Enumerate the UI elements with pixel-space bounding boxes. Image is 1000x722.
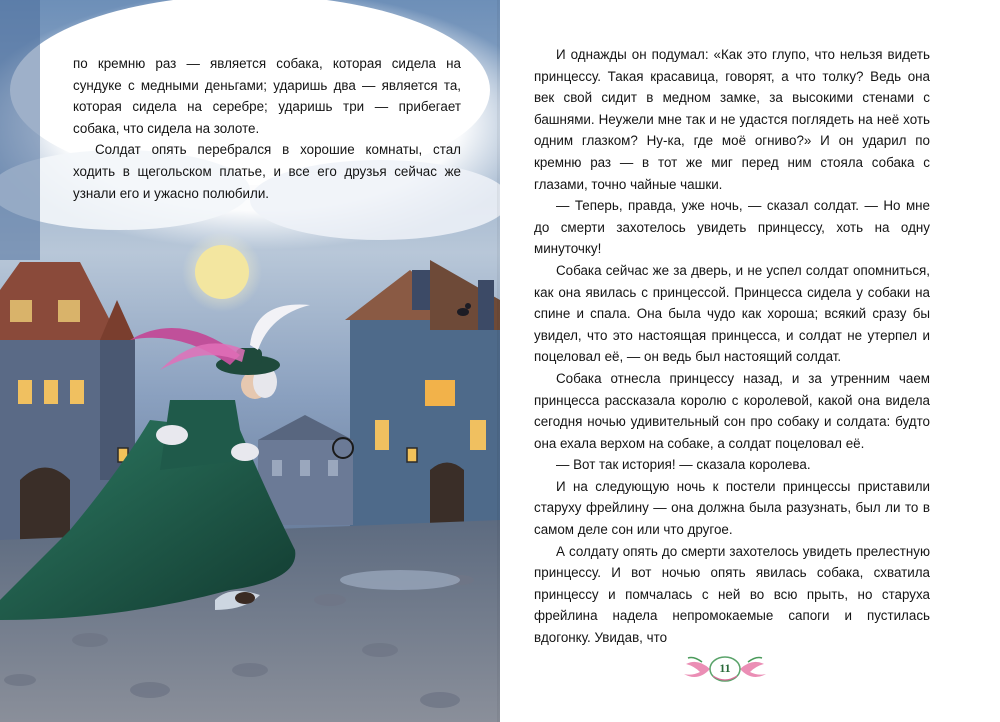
right-page bbox=[500, 0, 1000, 722]
left-page-text bbox=[73, 53, 461, 204]
page-number: 11 bbox=[719, 661, 731, 675]
paragraph: по кремню раз — является собака, которая сидела на сундуке с медными деньгами; ударишь два — является та, которая сидела на серебре; ударишь три — прибегает собака, что сидела на золоте. bbox=[73, 56, 461, 136]
paragraph: И однажды он подумал: «Как это глупо, что нельзя видеть принцессу. Такая красавица, говорят, а что толку? Ведь она век свой сидит в медном замке, за высокими стенами с башнями. Неужели мне так и не удастся поглядеть на неё хоть одним глазком? Ну-ка, где моё огниво?» И он ударил по кремню раз — в тот же миг перед ним стояла собака с глазами, точно чайные чашки. bbox=[534, 47, 930, 192]
page-number-ornament bbox=[680, 652, 770, 686]
paragraph: А солдату опять до смерти захотелось увидеть прелестную принцессу. И вот ночью опять явилась собака, схватила принцессу и помчалась с ней во всю прыть, но старуха фрейлина надела непромокаемые сапоги и пустилась вдогонку. Увидав, что bbox=[534, 543, 930, 646]
paragraph: И на следующую ночь к постели принцессы приставили старуху фрейлину — она должна была разузнать, был ли то в самом деле сон или что другое. bbox=[534, 478, 930, 538]
right-page-text bbox=[534, 44, 930, 649]
paragraph: Солдат опять перебрался в хорошие комнаты, стал ходить в щегольском платье, и все его друзья сейчас же узнали его и ужасно полюбили. bbox=[73, 142, 461, 201]
paragraph: — Теперь, правда, уже ночь, — сказал солдат. — Но мне до смерти захотелось увидеть принцессу, хоть на одну минуточку! bbox=[534, 198, 930, 257]
paragraph: — Вот так история! — сказала королева. bbox=[556, 457, 811, 473]
paragraph: Собака сейчас же за дверь, и не успел солдат опомниться, как она явилась с принцессой. Принцесса сидела у собаки на спине и спала. Она была чудо как хороша; всякий сразу бы увидел, что это настоящая принцесса, и солдат не утерпел и поцеловал её, — он ведь был настоящий солдат. bbox=[534, 262, 930, 365]
paragraph: Собака отнесла принцессу назад, и за утренним чаем принцесса рассказала королю с королевой, какой она видела сегодня ночью удивительный сон про собаку и солдата: будто она ехала верхом на собаке, а солдат поцеловал её. bbox=[534, 370, 930, 451]
